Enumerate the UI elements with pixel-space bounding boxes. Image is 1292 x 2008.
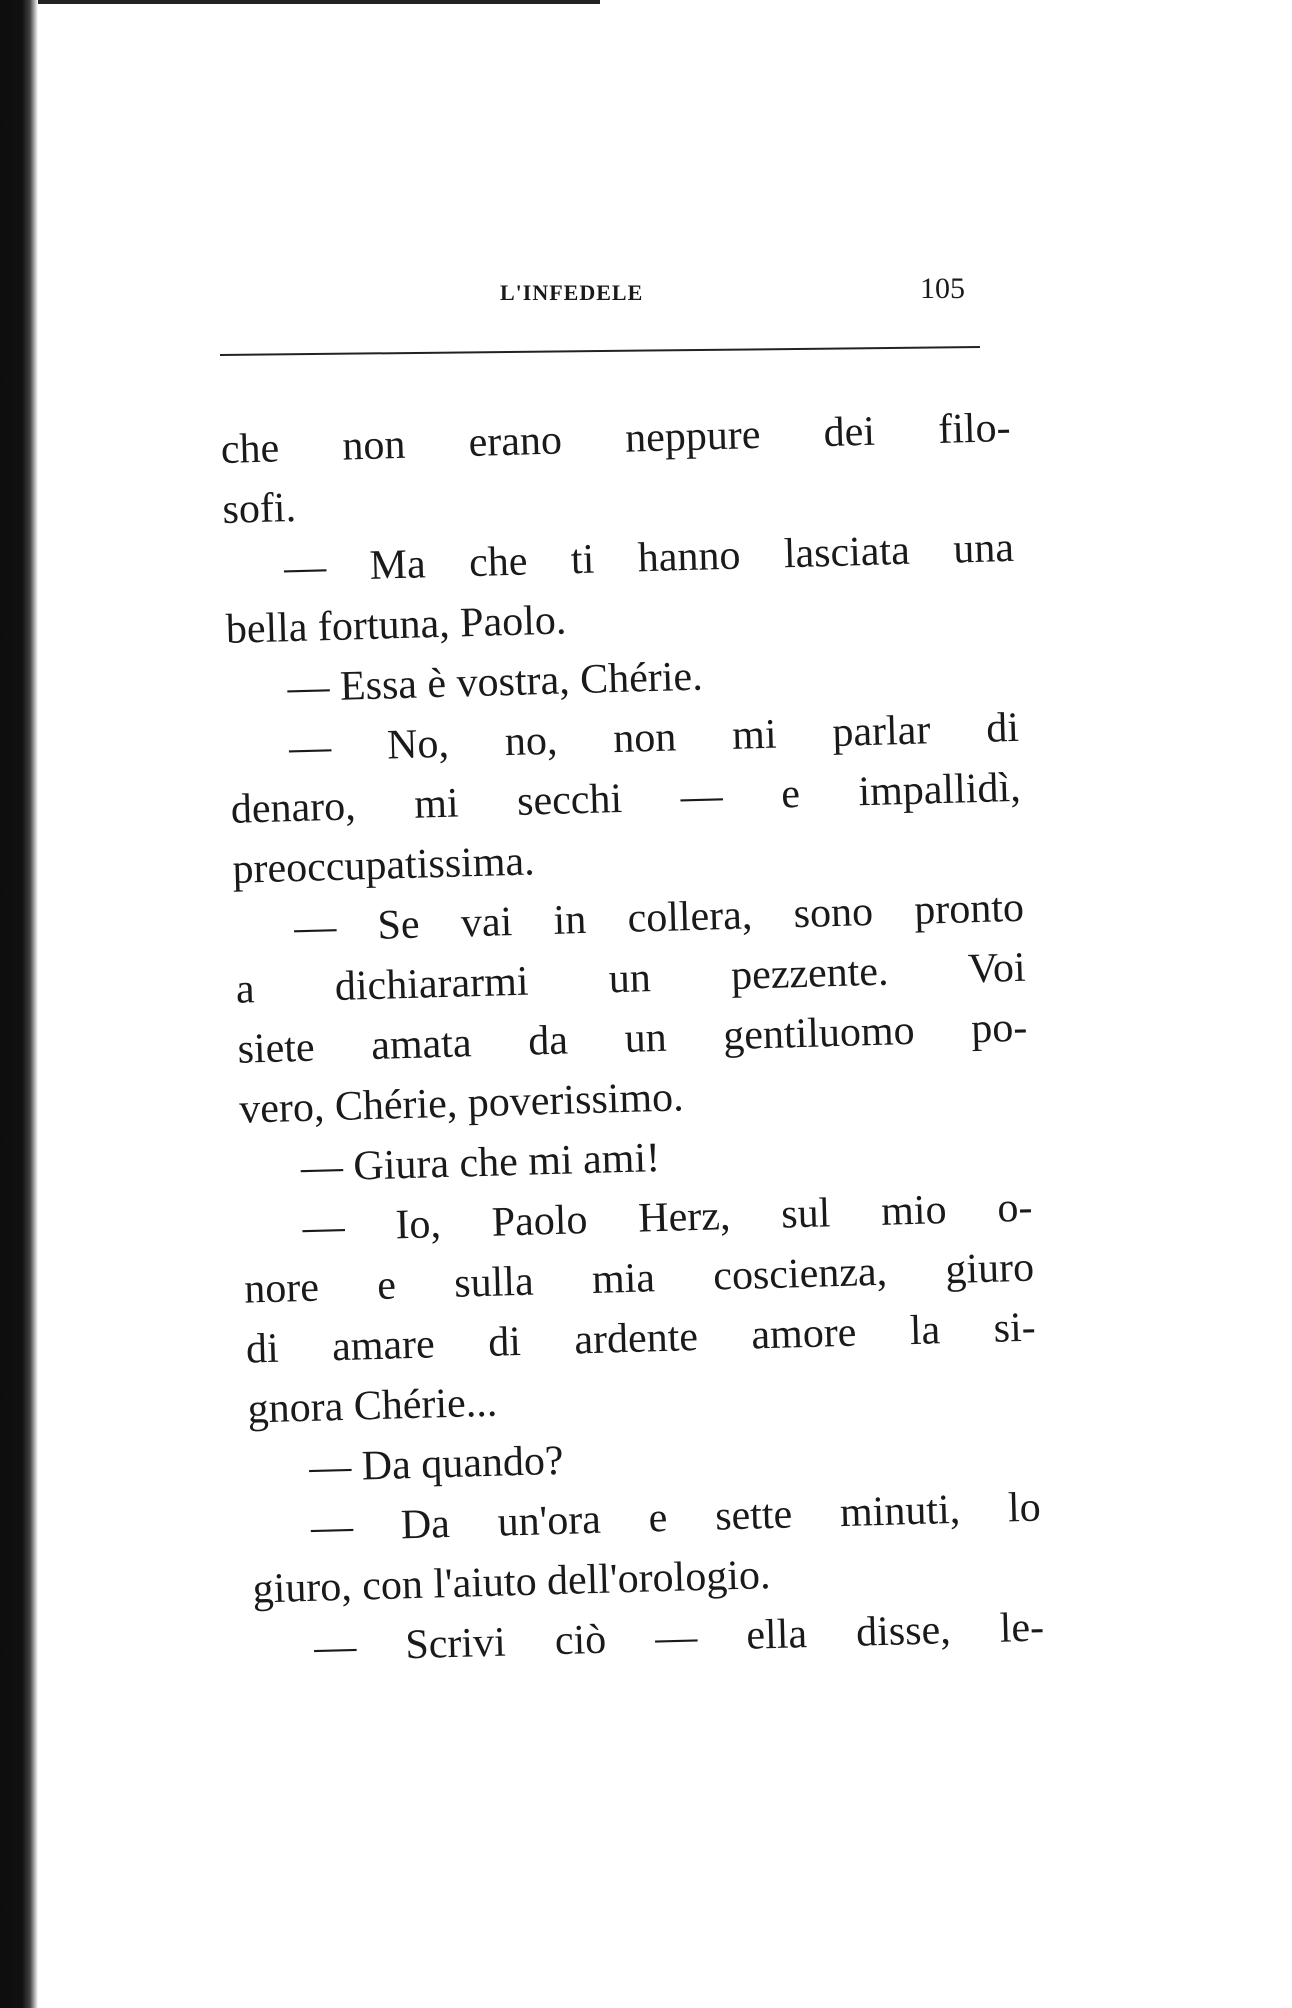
- text-line: gnora Chérie...: [247, 1379, 498, 1433]
- page-number: 105: [920, 272, 965, 305]
- text-line: preoccupatissima.: [231, 838, 536, 893]
- text-line: denaro, mi secchi — e impallidì,: [230, 764, 1022, 833]
- text-line: nore e sulla mia coscienza, giuro: [243, 1244, 1035, 1313]
- text-line: siete amata da un gentiluomo po-: [236, 1004, 1028, 1073]
- text-line: di amare di ardente amore la si-: [245, 1304, 1037, 1373]
- page-top-edge: [0, 0, 600, 4]
- text-line: bella fortuna, Paolo.: [225, 597, 567, 653]
- text-line: — Io, Paolo Herz, sul mio o-: [301, 1184, 1033, 1251]
- text-line: — Essa è vostra, Chérie.: [286, 653, 704, 712]
- text-line: a dichiararmi un pezzente. Voi: [235, 944, 1027, 1013]
- book-spine-edge: [0, 0, 38, 2008]
- page-header: [220, 272, 980, 312]
- text-line: sofi.: [221, 484, 297, 533]
- running-title: L'INFEDELE: [500, 280, 644, 305]
- text-line: — Ma che ti hanno lasciata una: [283, 524, 1015, 592]
- body-text: [220, 398, 1045, 1680]
- text-line: — Da quando?: [308, 1437, 565, 1491]
- text-line: — Se vai in collera, sono pronto: [293, 884, 1025, 952]
- text-line: vero, Chérie, poverissimo.: [238, 1074, 685, 1133]
- text-line: — Giura che mi ami!: [300, 1135, 661, 1192]
- text-line: che non erano neppure dei filo-: [220, 404, 1012, 473]
- text-line: — Scrivi ciò — ella disse, le-: [313, 1604, 1045, 1671]
- header-rule: [220, 346, 980, 356]
- text-line: — No, no, non mi parlar di: [288, 704, 1020, 772]
- text-line: — Da un'ora e sette minuti, lo: [310, 1484, 1042, 1551]
- text-line: giuro, con l'aiuto dell'orologio.: [252, 1552, 771, 1613]
